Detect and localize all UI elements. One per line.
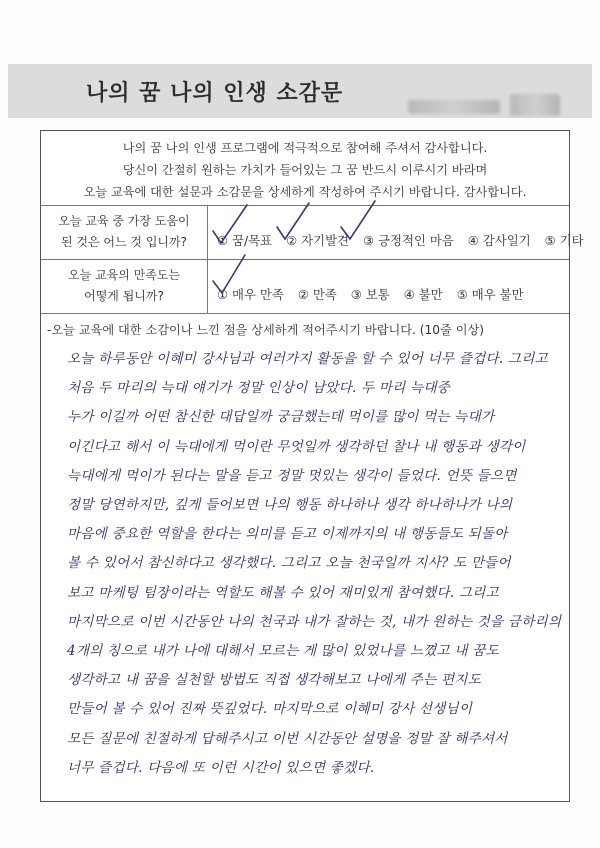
essay-line: 모든 질문에 친절하게 답해주시고 이번 시간동안 설명을 정말 잘 해주셔서: [67, 730, 508, 747]
survey-form: [40, 130, 584, 802]
essay-line: 정말 당연하지만, 깊게 들어보면 나의 행동 하나하나 생각 하나하나가 나의: [67, 497, 513, 514]
option-very-dissatisfied[interactable]: ⑤ 매우 불만: [456, 287, 524, 302]
page-title: 나의 꿈 나의 인생 소감문: [86, 81, 344, 106]
intro-line: 당신이 간절히 원하는 가치가 들어있는 그 꿈 반드시 이루시기 바라며: [122, 163, 488, 177]
question-2-line: 오늘 교육의 만족도는: [68, 268, 180, 282]
question-2: [43, 265, 205, 307]
essay-line: 처음 두 마리의 늑대 얘기가 정말 인상이 남았다. 두 마리 늑대중: [67, 380, 451, 397]
question-2-line: 어떻게 됩니까?: [84, 289, 164, 303]
redacted-logo: [408, 100, 500, 114]
divider: [41, 205, 569, 206]
essay-line: 보고 마케팅 팀장이라는 역할도 해볼 수 있어 재미있게 참여했다. 그리고: [67, 584, 499, 601]
essay-line: 이긴다고 해서 이 늑대에게 먹이란 무엇일까 생각하던 찰나 내 행동과 생각이: [67, 438, 526, 455]
divider: [41, 313, 569, 314]
handwritten-essay[interactable]: [67, 345, 567, 783]
option-self-discovery[interactable]: ② 자기발견: [286, 233, 350, 248]
essay-line: 만들어 볼 수 있어 진짜 뜻깊었다. 마지막으로 이혜미 강사 선생님이: [67, 701, 473, 718]
essay-line: 마음에 중요한 역할을 한다는 의미를 듣고 이제까지의 내 행동들도 되돌아: [67, 526, 508, 543]
question-1: [43, 211, 205, 253]
question-1-options: [217, 231, 594, 249]
column-divider: [207, 205, 208, 313]
option-dream-goal[interactable]: ① 꿈/목표: [217, 233, 273, 248]
title-bar: [8, 64, 592, 118]
option-positive-mind[interactable]: ③ 긍정적인 마음: [362, 233, 454, 248]
option-neutral[interactable]: ③ 보통: [350, 287, 390, 302]
intro-text: [41, 137, 569, 203]
option-gratitude-diary[interactable]: ④ 감사일기: [467, 233, 531, 248]
essay-line: 늑대에게 먹이가 된다는 말을 듣고 정말 멋있는 생각이 들었다. 언뜻 들으면: [67, 467, 517, 484]
redacted-mark: [510, 94, 560, 116]
essay-line: 마지막으로 이번 시간동안 나의 천국과 내가 잘하는 것, 내가 원하는 것을 금하리의: [67, 613, 562, 630]
question-1-line: 오늘 교육 중 가장 도움이: [58, 214, 190, 228]
intro-line: 오늘 교육에 대한 설문과 소감문을 상세하게 작성하여 주시기 바랍니다. 감사합니다.: [83, 185, 527, 199]
essay-line: 생각하고 내 꿈을 실천할 방법도 직접 생각해보고 나에게 주는 편지도: [67, 672, 481, 689]
essay-line: 누가 이길까 어떤 참신한 대답일까 궁금했는데 먹이를 많이 먹는 늑대가: [67, 409, 495, 426]
essay-line: 볼 수 있어서 참신하다고 생각했다. 그리고 오늘 천국일까 지사? 도 만들어: [67, 555, 511, 572]
question-2-options: [217, 285, 534, 303]
option-other[interactable]: ⑤ 기타: [544, 233, 584, 248]
essay-line: 너무 즐겁다. 다음에 또 이런 시간이 있으면 좋겠다.: [67, 759, 375, 776]
essay-line: 4개의 칭으로 내가 나에 대해서 모르는 게 많이 있었나를 느꼈고 내 꿈도: [67, 643, 499, 660]
option-very-satisfied[interactable]: ① 매우 만족: [217, 287, 284, 302]
intro-line: 나의 꿈 나의 인생 프로그램에 적극적으로 참여해 주셔서 감사합니다.: [122, 141, 488, 155]
divider: [41, 259, 569, 260]
option-dissatisfied[interactable]: ④ 불만: [403, 287, 443, 302]
essay-line: 오늘 하루동안 이혜미 강사님과 여러가지 활동을 할 수 있어 너무 즐겁다. 그리고: [67, 351, 548, 367]
question-1-line: 된 것은 어느 것 입니까?: [61, 235, 187, 249]
essay-instruction: -오늘 교육에 대한 소감이나 느낀 점을 상세하게 적어주시기 바랍니다. (10줄 이상): [47, 323, 484, 337]
option-satisfied[interactable]: ② 만족: [297, 287, 337, 302]
